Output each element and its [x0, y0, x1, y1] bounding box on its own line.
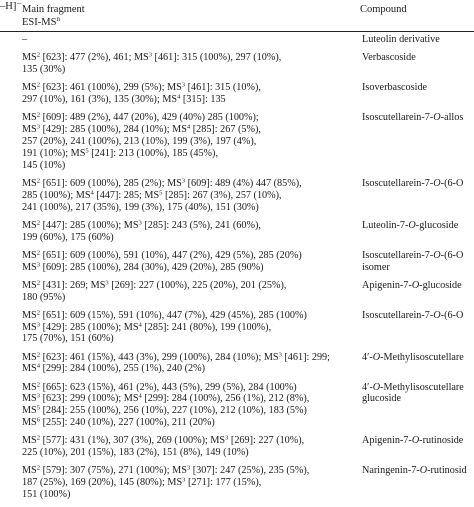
fragment-text: 297 (10%), 161 (3%), 135 (30%); MS: [22, 94, 178, 105]
table-row: [0, 112, 474, 178]
compound-cell: [362, 465, 467, 477]
fragment-text: MS: [22, 279, 37, 291]
compound-name: Verbascoside: [362, 52, 416, 64]
fragment-cell: [22, 178, 352, 214]
fragment-text: 191 (10%); MS: [22, 147, 86, 159]
compound-cell: [362, 435, 463, 447]
fragment-line: [22, 34, 352, 46]
fragment-cell: [22, 382, 352, 430]
fragment-line: [22, 94, 352, 106]
fragment-text: [299]: 284 (100%), 256 (1%), 212 (8%),: [141, 393, 310, 405]
compound-name: Apigenin-7-O-rutinoside: [362, 435, 464, 447]
fragment-text: [461]: 315 (10%),: [185, 82, 261, 94]
fragment-text: MS: [22, 363, 37, 375]
fragment-text: 175 (70%), 151 (60%): [22, 333, 114, 345]
fragment-line: [22, 232, 352, 244]
fragment-line: [22, 202, 352, 214]
fragment-text: 151 (100%): [22, 489, 71, 501]
fragment-line: [22, 417, 352, 429]
fragment-text: [285]: 241 (80%), 199 (100%),: [141, 321, 272, 333]
fragment-text: [665]: 623 (15%), 461 (2%), 443 (5%), 299 (5%), 284 (100%): [40, 381, 297, 393]
fragment-text: [461]: 299;: [281, 351, 330, 363]
fragment-cell: [22, 112, 352, 172]
table-row: [0, 250, 474, 280]
fragment-cell: [22, 82, 352, 106]
ms-order-superscript: 2: [36, 464, 41, 472]
fragment-text: MS: [22, 435, 37, 447]
fragment-text: [447]: 285; MS: [93, 189, 160, 201]
fragment-text: 199 (60%), 175 (60%): [22, 231, 114, 243]
fragment-text: [651]: 609 (100%), 285 (2%); MS: [40, 177, 182, 189]
ms-order-superscript: 5: [159, 189, 163, 197]
fragment-line: [22, 322, 352, 334]
ms-order-superscript: 4: [177, 93, 181, 101]
compound-name: 4′-O-Methylisoscutellare: [362, 381, 464, 393]
fragment-cell: [22, 310, 352, 346]
fragment-line: [22, 160, 352, 172]
compound-name: Apigenin-7-O-glucoside: [362, 279, 462, 291]
compound-name: 4′-O-Methylisoscutellare: [362, 351, 464, 363]
fragment-text: MS: [22, 261, 37, 273]
fragment-text: MS: [22, 417, 37, 429]
fragment-line: [22, 310, 352, 322]
fragment-cell: [22, 465, 352, 501]
fragment-line: [22, 280, 352, 292]
fragment-text: [651]: 609 (15%), 591 (10%), 447 (7%), 429 (45%), 285 (100%): [40, 309, 307, 321]
fragment-text: [429]: 285 (100%); MS: [40, 321, 139, 333]
ms-order-superscript: 2: [36, 351, 41, 359]
ms-order-superscript: 4: [138, 392, 142, 400]
compound-name: glucoside: [362, 393, 402, 405]
fragment-text: MS: [22, 405, 37, 417]
fragment-line: [22, 52, 352, 64]
fragment-line: [22, 220, 352, 232]
table-row: [0, 82, 474, 112]
fragment-text: [623]: 461 (15%), 443 (3%), 299 (100%), 284 (10%); MS: [40, 351, 279, 363]
column-header-compound: Compound: [360, 4, 407, 15]
header-rule: [0, 31, 474, 32]
ms-order-superscript: 3: [278, 351, 282, 359]
ms-order-superscript: 4: [138, 321, 142, 329]
fragment-text: 257 (20%), 241 (100%), 213 (10%), 199 (3%), 197 (4%),: [22, 135, 257, 147]
fragment-cell: [22, 52, 352, 76]
fragment-text: 180 (95%): [22, 291, 66, 303]
table-row: [0, 435, 474, 465]
table-row: [0, 220, 474, 250]
fragment-text: 285 (100%); MS: [22, 189, 91, 201]
fragment-line: [22, 148, 352, 160]
fragment-line: [22, 82, 352, 94]
fragment-text: MS: [22, 124, 37, 135]
compound-name: Isoverbascoside: [362, 82, 428, 94]
fragment-cell: [22, 250, 352, 274]
compound-cell: [362, 178, 463, 190]
column-header-fragment: [22, 3, 85, 29]
fragment-text: [285]: 243 (5%), 241 (60%),: [141, 219, 261, 231]
compound-name: Naringenin-7-O-rutinosid: [362, 465, 467, 477]
fragment-line: [22, 405, 352, 417]
compound-name: Luteolin-7-O-glucoside: [362, 219, 459, 231]
fragment-text: 241 (100%), 217 (35%), 199 (3%), 175 (40%), 151 (30%): [22, 201, 259, 213]
ms-order-superscript: 2: [36, 434, 41, 442]
compound-name: Luteolin derivative: [362, 34, 440, 45]
ms-order-superscript: 5: [85, 147, 89, 155]
fragment-text: MS: [22, 351, 37, 363]
ms-order-superscript: 2: [36, 51, 41, 59]
fragment-text: [285]: 267 (5%),: [190, 124, 261, 135]
fragment-text: [315]: 135: [180, 94, 226, 105]
table-row: [0, 52, 474, 82]
fragment-line: [22, 124, 352, 136]
compound-cell: [362, 34, 440, 46]
compound-name: Isoscutellarein-7-O-(6-O: [362, 249, 464, 261]
fragment-cell: [22, 220, 352, 244]
fragment-text: MS: [22, 82, 37, 94]
fragment-text: 145 (10%): [22, 159, 66, 171]
fragment-cell: [22, 280, 352, 304]
table-row: [0, 178, 474, 220]
fragment-line: [22, 489, 352, 501]
fragment-text: [447]: 285 (100%); MS: [40, 219, 139, 231]
fragment-text: [285]: 267 (3%), 257 (10%),: [162, 189, 282, 201]
fragment-text: MS: [22, 112, 37, 124]
fragment-text: [609]: 285 (100%), 284 (30%), 429 (20%), 285 (90%): [40, 261, 264, 273]
ms-order-superscript: 2: [36, 381, 41, 389]
fragment-line: [22, 333, 352, 345]
compound-cell: [362, 280, 462, 292]
ms-order-superscript: 2: [36, 81, 41, 89]
ms-order-superscript: 4: [186, 123, 191, 131]
fragment-text: [429]: 285 (100%), 284 (10%); MS: [40, 124, 187, 135]
ms-order-superscript: 3: [186, 464, 191, 472]
fragment-line: [22, 64, 352, 76]
ms-order-superscript: 2: [36, 219, 41, 227]
ms-order-superscript: 5: [36, 404, 41, 412]
table-row: [0, 310, 474, 352]
fragment-line: [22, 382, 352, 394]
ms-order-superscript: 4: [36, 362, 41, 370]
fragment-line: [22, 178, 352, 190]
fragment-text: [609]: 489 (2%), 447 (20%), 429 (40%) 285 (100%);: [40, 112, 259, 124]
table-row: [0, 382, 474, 436]
compound-cell: [362, 382, 464, 406]
fragment-text: MS: [22, 381, 37, 393]
fragment-text: [623]: 477 (2%), 461; MS: [40, 52, 149, 64]
fragment-line: [22, 352, 352, 364]
fragment-line: [22, 435, 352, 447]
ms-order-superscript: 2: [36, 279, 41, 287]
ms-order-superscript: 3: [225, 434, 229, 442]
fragment-text: [241]: 213 (100%), 185 (45%),: [88, 147, 218, 159]
compound-cell: [362, 352, 464, 364]
table-row: [0, 352, 474, 382]
fragment-line: [22, 477, 352, 489]
ms-order-superscript: 2: [36, 111, 41, 119]
fragment-line: [22, 190, 352, 202]
compound-cell: [362, 310, 463, 322]
compound-name: isomer: [362, 261, 390, 273]
fragment-text: [269]: 227 (100%), 225 (20%), 201 (25%),: [108, 279, 287, 291]
fragment-text: –: [22, 34, 28, 45]
fragment-text: MS: [22, 249, 37, 261]
header-fragment-line1: Main fragment: [22, 4, 85, 15]
table-body: [0, 34, 474, 507]
fragment-text: [307]: 247 (25%), 235 (5%),: [190, 465, 310, 477]
fragment-line: [22, 393, 352, 405]
header-fragment-sup: n: [56, 15, 60, 23]
compound-cell: [362, 220, 458, 232]
fragment-text: [271]: 177 (15%),: [185, 477, 262, 489]
fragment-text: MS: [22, 309, 37, 321]
table-row: [0, 34, 474, 52]
fragment-line: [22, 250, 352, 262]
ms-order-superscript: 3: [36, 261, 41, 269]
fragment-line: [22, 292, 352, 304]
fragment-text: MS: [22, 52, 37, 64]
ms-order-superscript: 3: [36, 123, 41, 131]
ms-order-superscript: 3: [148, 51, 152, 59]
ms-order-superscript: 3: [182, 476, 186, 484]
ms-order-superscript: 3: [36, 321, 41, 329]
compound-cell: [362, 250, 463, 274]
fragment-text: [431]: 269; MS: [40, 279, 106, 291]
fragment-line: [22, 447, 352, 459]
ms-order-superscript: 3: [105, 279, 109, 287]
fragment-text: [609]: 489 (4%) 447 (85%),: [185, 177, 302, 189]
compound-name: Isoscutellarein-7-O-(6-O: [362, 177, 464, 189]
fragment-text: [284]: 255 (100%), 256 (10%), 227 (10%), 212 (10%), 183 (5%): [40, 405, 307, 417]
fragment-cell: [22, 34, 352, 46]
fragment-cell: [22, 352, 352, 376]
table-row: [0, 465, 474, 507]
fragment-text: [651]: 609 (100%), 591 (10%), 447 (2%), 429 (5%), 285 (20%): [40, 249, 302, 261]
fragment-text: 187 (25%), 169 (20%), 145 (80%); MS: [22, 477, 183, 489]
fragment-line: [22, 136, 352, 148]
fragment-line: [22, 465, 352, 477]
fragment-line: [22, 112, 352, 124]
fragment-line: [22, 363, 352, 375]
fragment-text: MS: [22, 219, 37, 231]
fragment-text: MS: [22, 465, 37, 477]
fragment-text: MS: [22, 393, 37, 405]
table-row: [0, 280, 474, 310]
fragment-text: 225 (10%), 201 (15%), 183 (2%), 151 (8%), 149 (10%): [22, 447, 249, 459]
fragment-text: [255]: 240 (10%), 227 (100%), 211 (20%): [40, 417, 215, 429]
fragment-text: MS: [22, 177, 37, 189]
fragment-line: [22, 262, 352, 274]
fragment-text: [623]: 461 (100%), 299 (5%); MS: [40, 82, 182, 94]
fragment-text: [623]: 299 (100%); MS: [40, 393, 139, 405]
ms-order-superscript: 3: [138, 219, 142, 227]
ms-order-superscript: 2: [36, 177, 41, 185]
compound-name: Isoscutellarein-7-O-allos: [362, 112, 464, 124]
ms-order-superscript: 3: [181, 81, 186, 89]
fragment-text: MS: [22, 321, 37, 333]
fragment-text: [461]: 315 (100%), 297 (10%),: [152, 52, 282, 64]
fragment-text: [579]: 307 (75%), 271 (100%); MS: [40, 465, 187, 477]
ms-order-superscript: 3: [181, 177, 186, 185]
header-fragment-line2: ESI-MS: [22, 17, 57, 28]
ms-order-superscript: 6: [36, 416, 41, 424]
fragment-cell: [22, 435, 352, 459]
fragment-text: 135 (30%): [22, 64, 66, 75]
compound-cell: [362, 112, 463, 124]
fragment-text: [299]: 284 (100%), 255 (1%), 240 (2%): [40, 363, 205, 375]
fragment-text: [577]: 431 (1%), 307 (3%), 269 (100%); MS: [40, 435, 226, 447]
ms-order-superscript: 4: [90, 189, 94, 197]
fragment-text: [269]: 227 (10%),: [228, 435, 305, 447]
column-header-left-cutoff: –H]⁻: [0, 1, 22, 12]
compound-cell: [362, 82, 427, 94]
compound-cell: [362, 52, 416, 64]
ms-order-superscript: 2: [36, 249, 41, 257]
ms-order-superscript: 2: [36, 309, 41, 317]
compound-name: Isoscutellarein-7-O-(6-O: [362, 309, 464, 321]
ms-order-superscript: 3: [36, 392, 41, 400]
